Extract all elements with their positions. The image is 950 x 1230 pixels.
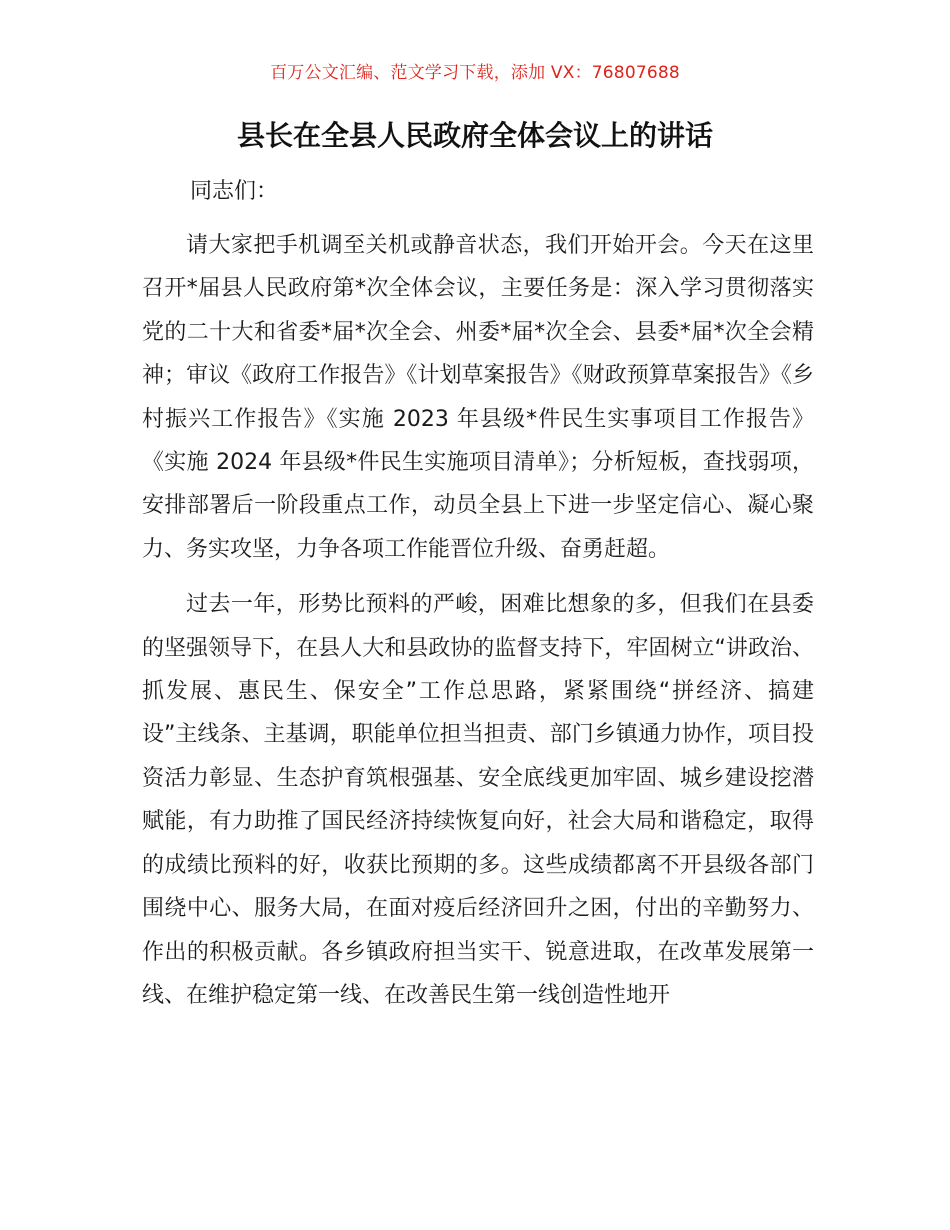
- document-body: [142, 224, 814, 1017]
- paragraph-2: 过去一年，形势比预料的严峻，困难比想象的多，但我们在县委的坚强领导下，在县人大和县政协的监督支持下，牢固树立“讲政治、抓发展、惠民生、保安全”工作总思路，紧紧围绕“拼经济、搞建设”主线条、主基调，职能单位担当担责、部门乡镇通力协作，项目投资活力彰显、生态护育筑根强基、安全底线更加牢固、城乡建设挖潜赋能，有力助推了国民经济持续恢复向好，社会大局和谐稳定，取得的成绩比预料的好，收获比预期的多。这些成绩都离不开县级各部门围绕中心、服务大局，在面对疫后经济回升之困，付出的辛勤努力、作出的积极贡献。各乡镇政府担当实干、锐意进取，在改革发展第一线、在维护稳定第一线、在改善民生第一线创造性地开: [142, 592, 814, 1008]
- paragraph-1: 请大家把手机调至关机或静音状态，我们开始开会。今天在这里召开*届县人民政府第*次全体会议，主要任务是：深入学习贯彻落实党的二十大和省委*届*次全会、州委*届*次全会、县委*届*次全会精神；审议《政府工作报告》《计划草案报告》《财政预算草案报告》《乡村振兴工作报告》《实施 2023 年县级*件民生实事项目工作报告》《实施 2024 年县级*件民生实施项目清单》；分析短板，查找弱项，安排部署后一阶段重点工作，动员全县上下进一步坚定信心、凝心聚力、务实攻坚，力争各项工作能晋位升级、奋勇赶超。: [142, 233, 814, 562]
- watermark-banner: 百万公文汇编、范文学习下载，添加 VX：76807688: [270, 63, 680, 83]
- document-title: 县长在全县人民政府全体会议上的讲话: [236, 119, 713, 152]
- salutation: 同志们：: [190, 179, 279, 204]
